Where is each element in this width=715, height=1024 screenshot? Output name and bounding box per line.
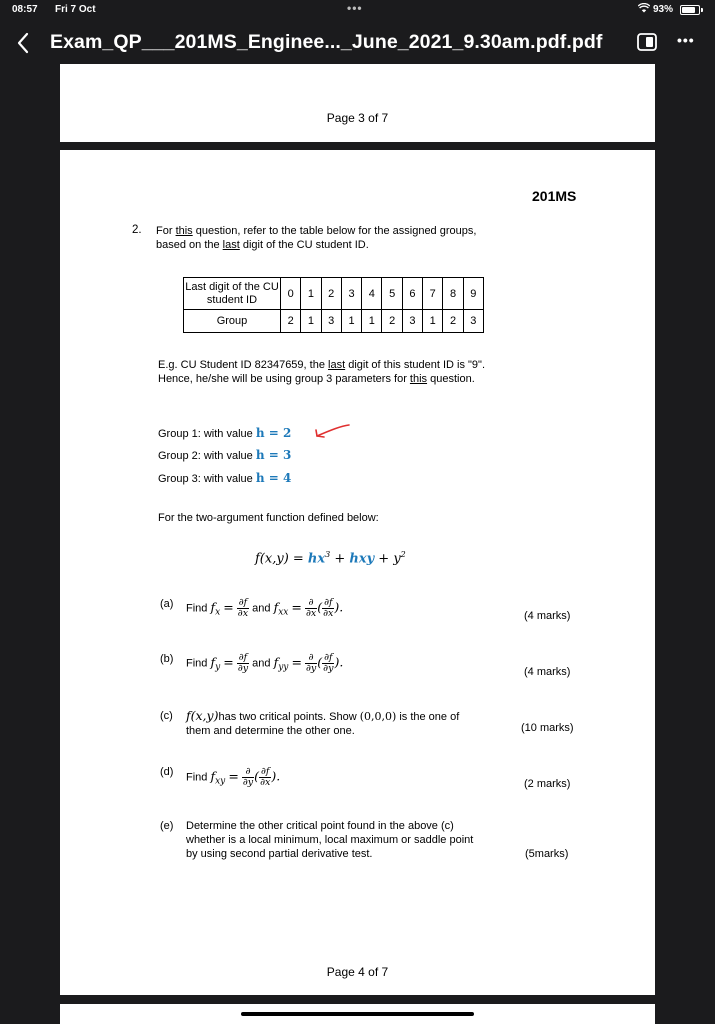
page-number-label: Page 4 of 7 [326,965,389,979]
pdf-page-4 [60,150,655,995]
part-b-label: (b) [160,653,174,665]
part-c-text: f(x,y)has two critical points. Show (0,0,0) is the one of them and determine the other one. [186,708,460,737]
table-cell: 0 [281,278,301,310]
group-3-value: Group 3: with value h = 4 [158,471,292,485]
wifi-icon [638,3,650,13]
status-bar [0,0,715,22]
part-a-marks: (4 marks) [524,610,571,622]
table-header-cell: Last digit of the CU student ID [184,278,281,310]
handwritten-arrow-icon [313,422,351,440]
table-cell: 8 [443,278,463,310]
part-e-label: (e) [160,820,174,832]
course-code: 201MS [532,188,577,204]
part-b-marks: (4 marks) [524,666,571,678]
table-cell: 1 [362,310,382,333]
table-cell: 2 [382,310,402,333]
part-a-label: (a) [160,598,174,610]
question-intro: For this question, refer to the table below for the assigned groups, based on the last digit of the CU student ID. [156,225,477,251]
page-number-label: Page 3 of 7 [326,111,389,125]
table-cell: 2 [281,310,301,333]
status-time: 08:57 [12,4,38,15]
function-definition: $f(x,y) = hx^3$ + hxy + $y^2$ [255,550,406,567]
part-c-label: (c) [160,710,173,722]
question-number: 2. [132,224,142,236]
table-header-cell: Group [184,310,281,333]
table-cell: 1 [301,310,321,333]
table-cell: 3 [402,310,422,333]
document-nav-bar [0,22,715,64]
example-text: E.g. CU Student ID 82347659, the last digit of this student ID is "9". Hence, he/she will be using group 3 parameters for this question. [158,359,486,385]
home-indicator[interactable] [241,1012,474,1016]
part-d-marks: (2 marks) [524,778,571,790]
table-cell: 2 [321,278,341,310]
table-cell: 3 [463,310,483,333]
pdf-page-3 [60,64,655,142]
chevron-left-icon[interactable] [14,31,34,55]
document-title: Exam_QP___201MS_Enginee..._June_2021_9.30am.pdf.pdf [50,31,603,53]
table-cell: 1 [341,310,361,333]
table-row [184,278,484,310]
battery-percent: 93% [653,4,674,15]
status-date: Fri 7 Oct [55,4,96,15]
part-e-text: Determine the other critical point found in the above (c) whether is a local minimum, local maximum or saddle point by using second partial derivative test. [186,820,474,860]
table-cell: 3 [341,278,361,310]
table-cell: 7 [423,278,443,310]
group-2-value: Group 2: with value h = 3 [158,448,292,462]
table-cell: 9 [463,278,483,310]
group-assignment-table [183,277,484,333]
group-1-value: Group 1: with value h = 2 [158,426,292,440]
part-d-text: Find $f_{xy}$ = $\frac{\partial}{\partial y}$ ( $\frac{\partial f}{\partial x}$ ). [186,766,281,788]
table-cell: 1 [301,278,321,310]
multitasking-dots-icon[interactable]: ••• [347,1,363,15]
table-cell: 1 [423,310,443,333]
part-c-marks: (10 marks) [521,722,574,734]
table-row [184,310,484,333]
battery-icon [680,5,700,15]
table-cell: 4 [362,278,382,310]
ellipsis-icon[interactable]: ••• [677,32,695,48]
table-cell: 2 [443,310,463,333]
table-cell: 6 [402,278,422,310]
part-d-label: (d) [160,766,174,778]
part-a-text: Find $f_x$ = $\frac{\partial f}{\partial x}$ and $f_{xx}$ = $\frac{\partial}{\partial x}$ ( $\frac{\partial f}{\partial x}$ ). [186,597,344,619]
part-b-text: Find $f_y$ = $\frac{\partial f}{\partial y}$ and $f_{yy}$ = $\frac{\partial}{\partial y}$ ( $\frac{\partial f}{\partial y}$ ). [186,652,344,674]
part-e-marks: (5marks) [525,848,569,860]
table-cell: 5 [382,278,402,310]
table-cell: 3 [321,310,341,333]
sidebar-icon[interactable] [637,33,657,51]
function-intro: For the two-argument function defined below: [158,512,379,524]
